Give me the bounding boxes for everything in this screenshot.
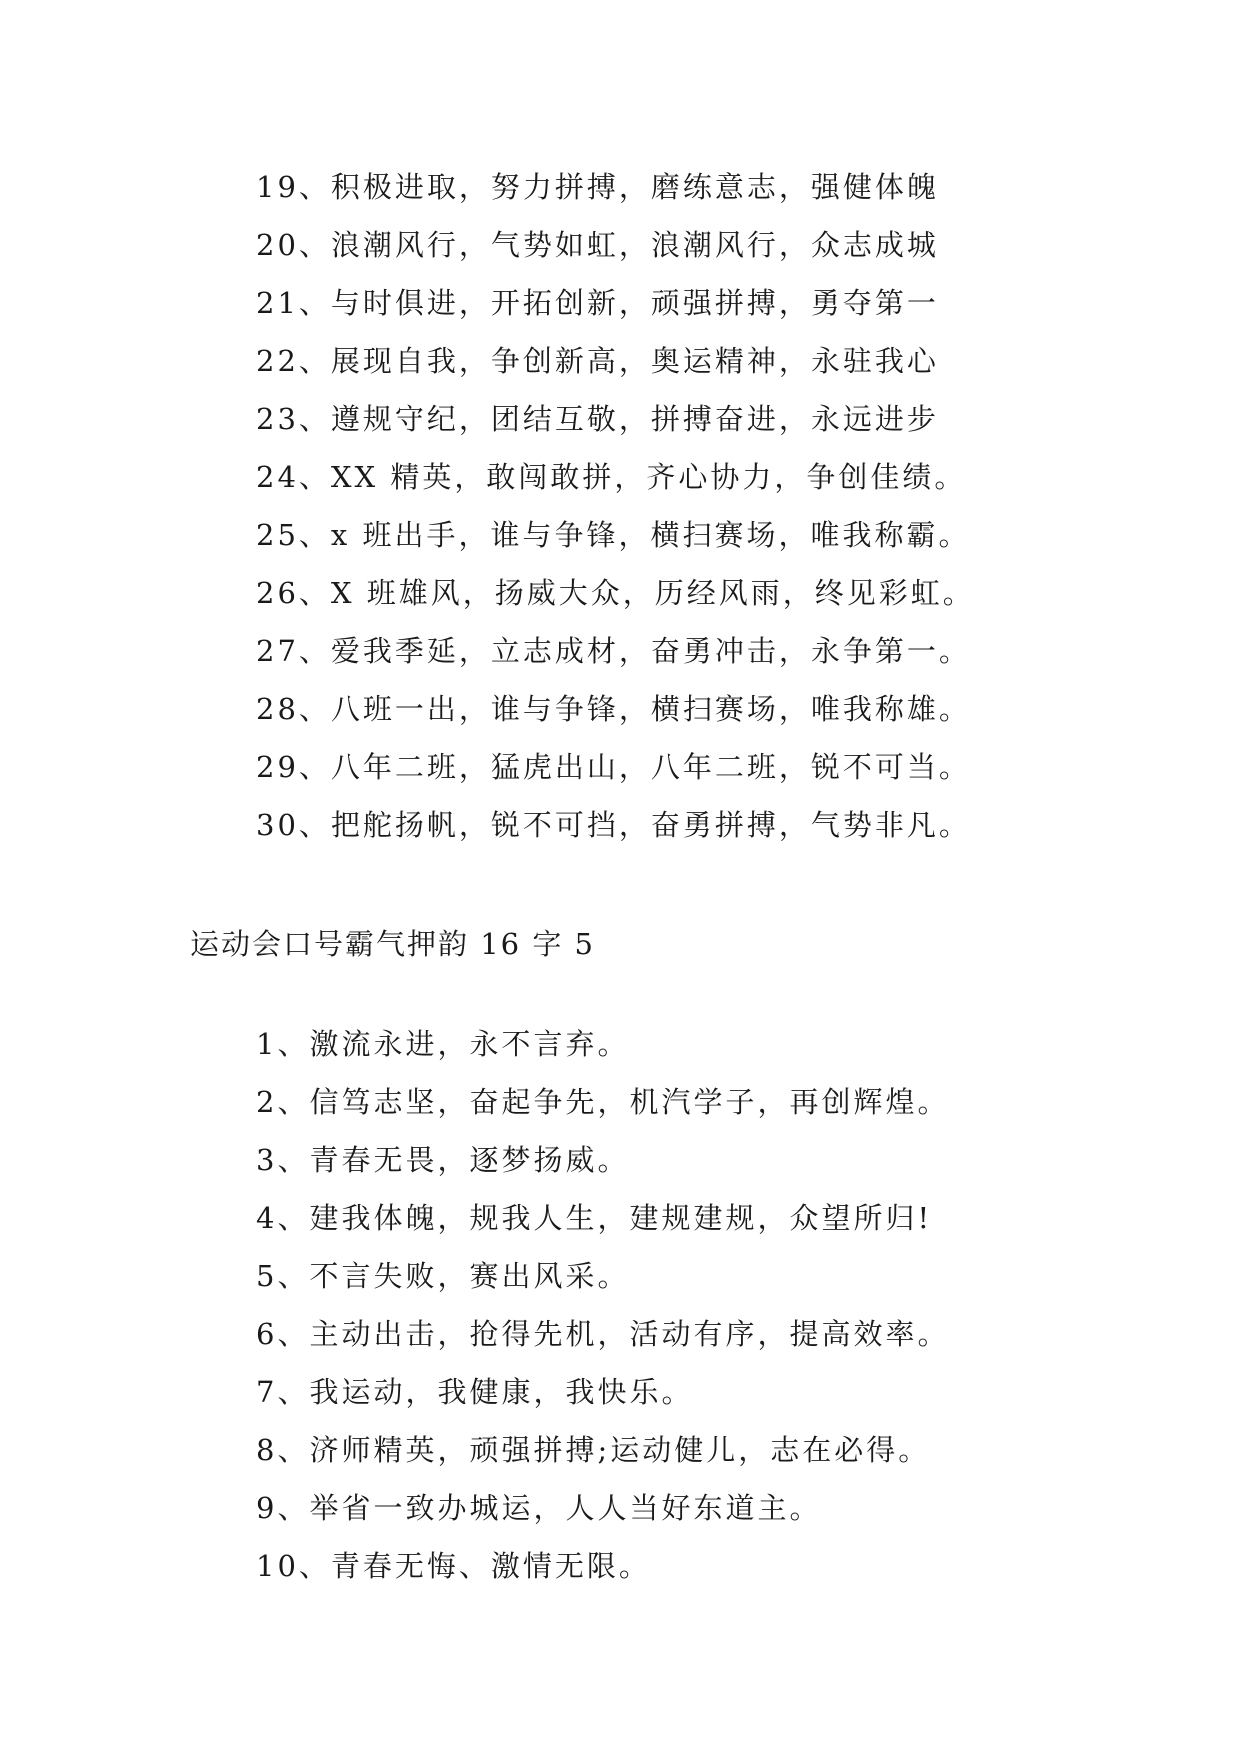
list-item: 3、青春无畏，逐梦扬威。 bbox=[256, 1143, 630, 1177]
list-item: 8、济师精英，顽强拼搏;运动健儿，志在必得。 bbox=[256, 1433, 931, 1467]
list-item: 6、主动出击，抢得先机，活动有序，提高效率。 bbox=[256, 1317, 950, 1351]
list-item: 21、与时俱进，开拓创新，顽强拼搏，勇夺第一 bbox=[256, 286, 939, 320]
list-item: 20、浪潮风行，气势如虹，浪潮风行，众志成城 bbox=[256, 228, 939, 262]
list-item: 2、信笃志坚，奋起争先，机汽学子，再创辉煌。 bbox=[256, 1085, 950, 1119]
list-item: 4、建我体魄，规我人生，建规建规，众望所归! bbox=[256, 1201, 933, 1235]
list-item: 23、遵规守纪，团结互敬，拼搏奋进，永远进步 bbox=[256, 402, 939, 436]
list-item: 5、不言失败，赛出风采。 bbox=[256, 1259, 630, 1293]
list-item: 28、八班一出，谁与争锋，横扫赛场，唯我称雄。 bbox=[256, 692, 971, 726]
section-heading: 运动会口号霸气押韵 16 字 5 bbox=[190, 927, 596, 961]
slogan-list-part-2 bbox=[0, 1015, 950, 1595]
list-item: 24、XX 精英，敢闯敢拼，齐心协力，争创佳绩。 bbox=[256, 460, 967, 494]
list-item: 1、激流永进，永不言弃。 bbox=[256, 1027, 630, 1061]
list-item: 25、x 班出手，谁与争锋，横扫赛场，唯我称霸。 bbox=[256, 518, 971, 552]
list-item: 26、X 班雄风，扬威大众，历经风雨，终见彩虹。 bbox=[256, 576, 975, 610]
slogan-list-part-1 bbox=[0, 158, 975, 854]
list-item: 9、举省一致办城运，人人当好东道主。 bbox=[256, 1491, 822, 1525]
list-item: 27、爱我季延，立志成材，奋勇冲击，永争第一。 bbox=[256, 634, 971, 668]
list-item: 29、八年二班，猛虎出山，八年二班，锐不可当。 bbox=[256, 750, 971, 784]
list-item: 22、展现自我，争创新高，奥运精神，永驻我心 bbox=[256, 344, 939, 378]
list-item: 10、青春无悔、激情无限。 bbox=[256, 1549, 651, 1583]
list-item: 19、积极进取，努力拼搏，磨练意志，强健体魄 bbox=[256, 170, 939, 204]
list-item: 7、我运动，我健康，我快乐。 bbox=[256, 1375, 694, 1409]
list-item: 30、把舵扬帆，锐不可挡，奋勇拼搏，气势非凡。 bbox=[256, 808, 971, 842]
